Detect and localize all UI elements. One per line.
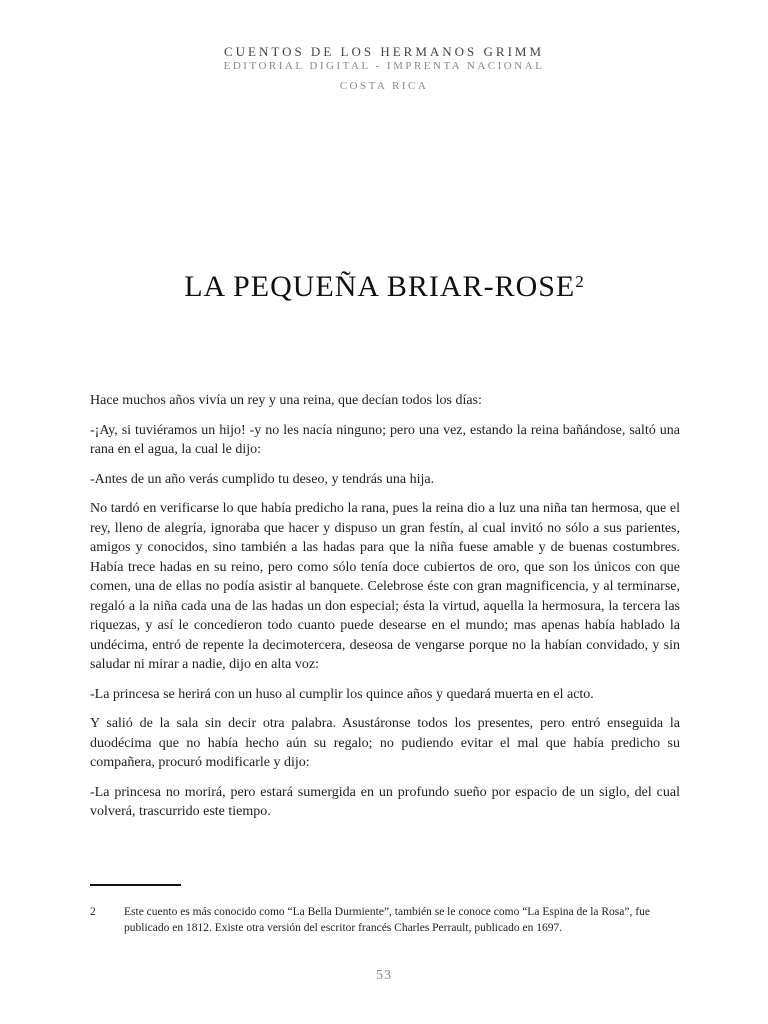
chapter-title-text: LA PEQUEÑA BRIAR-ROSE (184, 270, 576, 303)
footnote-text: Este cuento es más conocido como “La Bella Durmiente”, también se le conoce como “La Espina de la Rosa”, fue publicado en 1812. Existe otra versión del escritor francés Charles Perrault, publicado en 1697. (124, 906, 650, 934)
footnote-reference[interactable]: 2 (575, 272, 584, 291)
footnote (90, 904, 680, 936)
running-header-series: CUENTOS DE LOS HERMANOS GRIMM (223, 44, 545, 59)
page-number: 53 (376, 968, 392, 983)
footnote-number: 2 (90, 906, 96, 918)
paragraph: Hace muchos años vivía un rey y una reina, que decían todos los días: (90, 393, 482, 408)
paragraph: No tardó en verificarse lo que había predicho la rana, pues la reina dio a luz una niña tan hermosa, que el rey, lleno de alegría, ignoraba que hacer y dispuso un gran festín, al cual invitó no sólo a sus parientes, amigos y conocidos, sino también a las hadas para que la niña fuese amable y de buenas costumbres. Había trece hadas en su reino, pero como sólo tenía doce cubiertos de oro, que son los únicos con que comen, una de ellas no podía asistir al banquete. Celebrose éste con gran magnificencia, y al terminarse, regaló a la niña cada una de las hadas un don especial; ésta la virtud, aquella la hermosura, la tercera las riquezas, y así le concedieron todo cuanto puede desearse en el mundo; mas apenas había hablado la undécima, entró de repente la decimotercera, deseosa de vengarse porque no la habían convidado, y sin saludar ni mirar a nadie, dijo en alta voz: (90, 501, 680, 672)
paragraph: -Antes de un año verás cumplido tu deseo, y tendrás una hija. (90, 471, 435, 487)
paragraph: Y salió de la sala sin decir otra palabra. Asustáronse todos los presentes, pero entró enseguida la duodécima que no había hecho aún su regalo; no pudiendo evitar el mal que había predicho su compañera, procuró modificarle y dijo: (90, 716, 680, 770)
paragraph: -La princesa se herirá con un huso al cumplir los quince años y quedará muerta en el acto. (90, 686, 594, 702)
chapter-title (0, 270, 768, 304)
footnote-divider (90, 884, 181, 886)
body-text (90, 391, 680, 832)
running-header-publisher: EDITORIAL DIGITAL - IMPRENTA NACIONAL (223, 60, 545, 72)
paragraph: -La princesa no morirá, pero estará sumergida en un profundo sueño por espacio de un siglo, del cual volverá, trascurrido este tiempo. (90, 784, 680, 819)
paragraph: -¡Ay, si tuviéramos un hijo! -y no les nacía ninguno; pero una vez, estando la reina bañándose, saltó una rana en el agua, la cual le dijo: (90, 422, 680, 457)
running-header-country: COSTA RICA (339, 80, 429, 92)
